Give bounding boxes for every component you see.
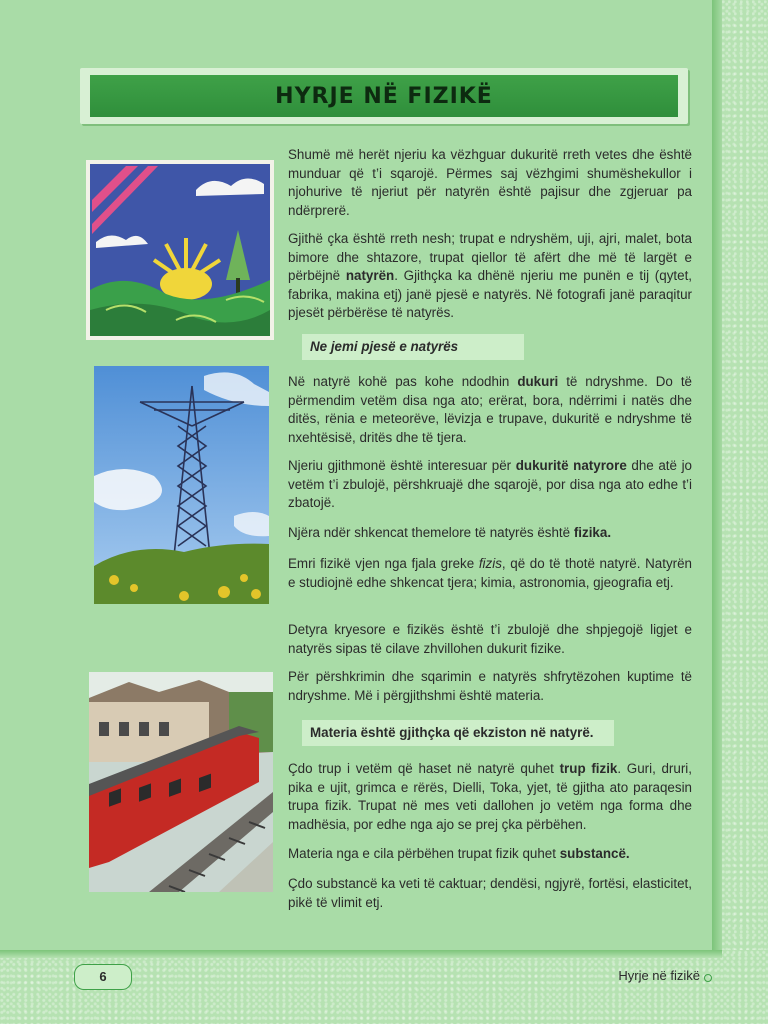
right-edge-decoration <box>712 0 722 950</box>
paragraph-1: Shumë më herët njeriu ka vëzhguar dukuritë rreth vetes dhe është munduar që t’i sqarojë. Përmes saj vëzhgimi shumëshekullor i njohurive të njeriut për natyrën është pajisur dhe zgjeruar pa ndërprerë. <box>288 147 692 218</box>
term-fizis: fizis <box>478 556 502 571</box>
term-trup-fizik: trup fizik <box>559 761 618 776</box>
paragraph-6 <box>288 555 692 592</box>
paragraph-4-part-a: Njeriu gjithmonë është interesuar për <box>288 458 516 473</box>
term-fizika: fizika. <box>573 525 612 540</box>
paragraph-2-part-a: Gjithë çka është rreth nesh; trupat e ndryshëm, uji, ajri, malet, bota bimore dhe shtazore, trupat qiellor të afërt dhe më të largët e përbëjnë <box>288 231 692 284</box>
interest-paragraph <box>288 457 692 513</box>
task-paragraph <box>288 621 692 658</box>
running-title: Hyrje në fizikë <box>618 968 700 983</box>
physics-paragraph <box>288 524 692 543</box>
right-texture-strip <box>722 0 768 1024</box>
paragraph-9-part-c: . Guri, druri, pika e ujit, grimca e rërës, Dielli, Toka, yjet, të gjitha ato paraqesin trupa fizik. Trupat në mes veti dallohen jo vetëm nga forma dhe madhësia, por edhe nga ajo se prej çka përbëhen. <box>288 761 692 832</box>
paragraph-10-part-a: Materia nga e cila përbëhen trupat fizik quhet <box>288 846 560 861</box>
paragraph-11: Çdo substancë ka veti të caktuar; dendësi, ngjyrë, fortësi, elasticitet, pikë të vlimit etj. <box>288 876 692 910</box>
landscape-illustration <box>86 160 274 340</box>
title-banner <box>80 68 688 124</box>
train-photo <box>89 672 273 892</box>
paragraph-9-part-a: Çdo trup i vetëm që haset në natyrë quhet <box>288 761 560 776</box>
paragraph-4-part-c: dhe atë jo vetëm t’i zbulojë, përshkruajë dhe sqarojë, por disa nga ato edhe t’i zbatojë. <box>288 458 692 511</box>
intro-paragraph <box>288 146 692 220</box>
title-banner-inner <box>90 75 678 117</box>
paragraph-3-part-a: Në natyrë kohë pas kohe ndodhin <box>288 374 518 389</box>
callout-matter: Materia është gjithçka që ekziston në natyrë. <box>302 720 614 746</box>
power-pylon-photo <box>94 366 269 604</box>
page-number: 6 <box>74 964 132 990</box>
paragraph-7: Detyra kryesore e fizikës është t’i zbulojë dhe shpjegojë ligjet e natyrës sipas të cilave zhvillohen dukurit fizike. <box>288 622 692 656</box>
paragraph-5 <box>288 524 692 543</box>
body-paragraph <box>288 760 692 834</box>
paragraph-3-part-c: të ndryshme. Do të përmendim vetëm disa nga ato; erërat, bora, ndërrimi i natës dhe ditës, rënia e meteorëve, lëvizja e trupave, dukuritë e ndryshme të nxehtësisë, dritës dhe të tjera. <box>288 374 692 445</box>
paragraph-8: Për përshkrimin dhe sqarimin e natyrës shfrytëzohen kuptime të ndryshme. Më i përgjithshmi është materia. <box>288 669 692 703</box>
properties-paragraph <box>288 875 692 912</box>
term-dukuri: dukuri <box>517 374 559 389</box>
nature-paragraph <box>288 230 692 323</box>
paragraph-9 <box>288 760 692 834</box>
callout-nature: Ne jemi pjesë e natyrës <box>302 334 524 360</box>
paragraph-5-part-a: Njëra ndër shkencat themelore të natyrës është <box>288 525 574 540</box>
term-dukurite-natyrore: dukuritë natyrore <box>515 458 627 473</box>
paragraph-2 <box>288 230 692 323</box>
etymology-paragraph <box>288 555 692 592</box>
paragraph-6-part-a: Emri fizikë vjen nga fjala greke <box>288 556 479 571</box>
bottom-edge-decoration <box>0 950 722 958</box>
circle-bullet-icon <box>704 974 712 982</box>
substance-paragraph <box>288 845 692 864</box>
term-substance: substancë. <box>559 846 630 861</box>
paragraph-3 <box>288 373 692 447</box>
phenomena-paragraph <box>288 373 692 447</box>
paragraph-10 <box>288 845 692 864</box>
paragraph-4 <box>288 457 692 513</box>
paragraph-2-part-c: . Gjithçka ka dhënë njeriu me punën e tij (qytet, fabrika, makina etj) janë pjesë e natyrës. Në fotografi janë paraqitur pjesët përbërëse të natyrës. <box>288 268 693 321</box>
concepts-paragraph <box>288 668 692 705</box>
paragraph-6-part-c: , që do të thotë natyrë. Natyrën e studiojnë edhe shkencat tjera; kimia, astronomia, gjeografia etj. <box>288 556 692 590</box>
page-title: HYRJE NË FIZIKË <box>275 83 493 109</box>
term-natyren: natyrën <box>345 268 395 284</box>
